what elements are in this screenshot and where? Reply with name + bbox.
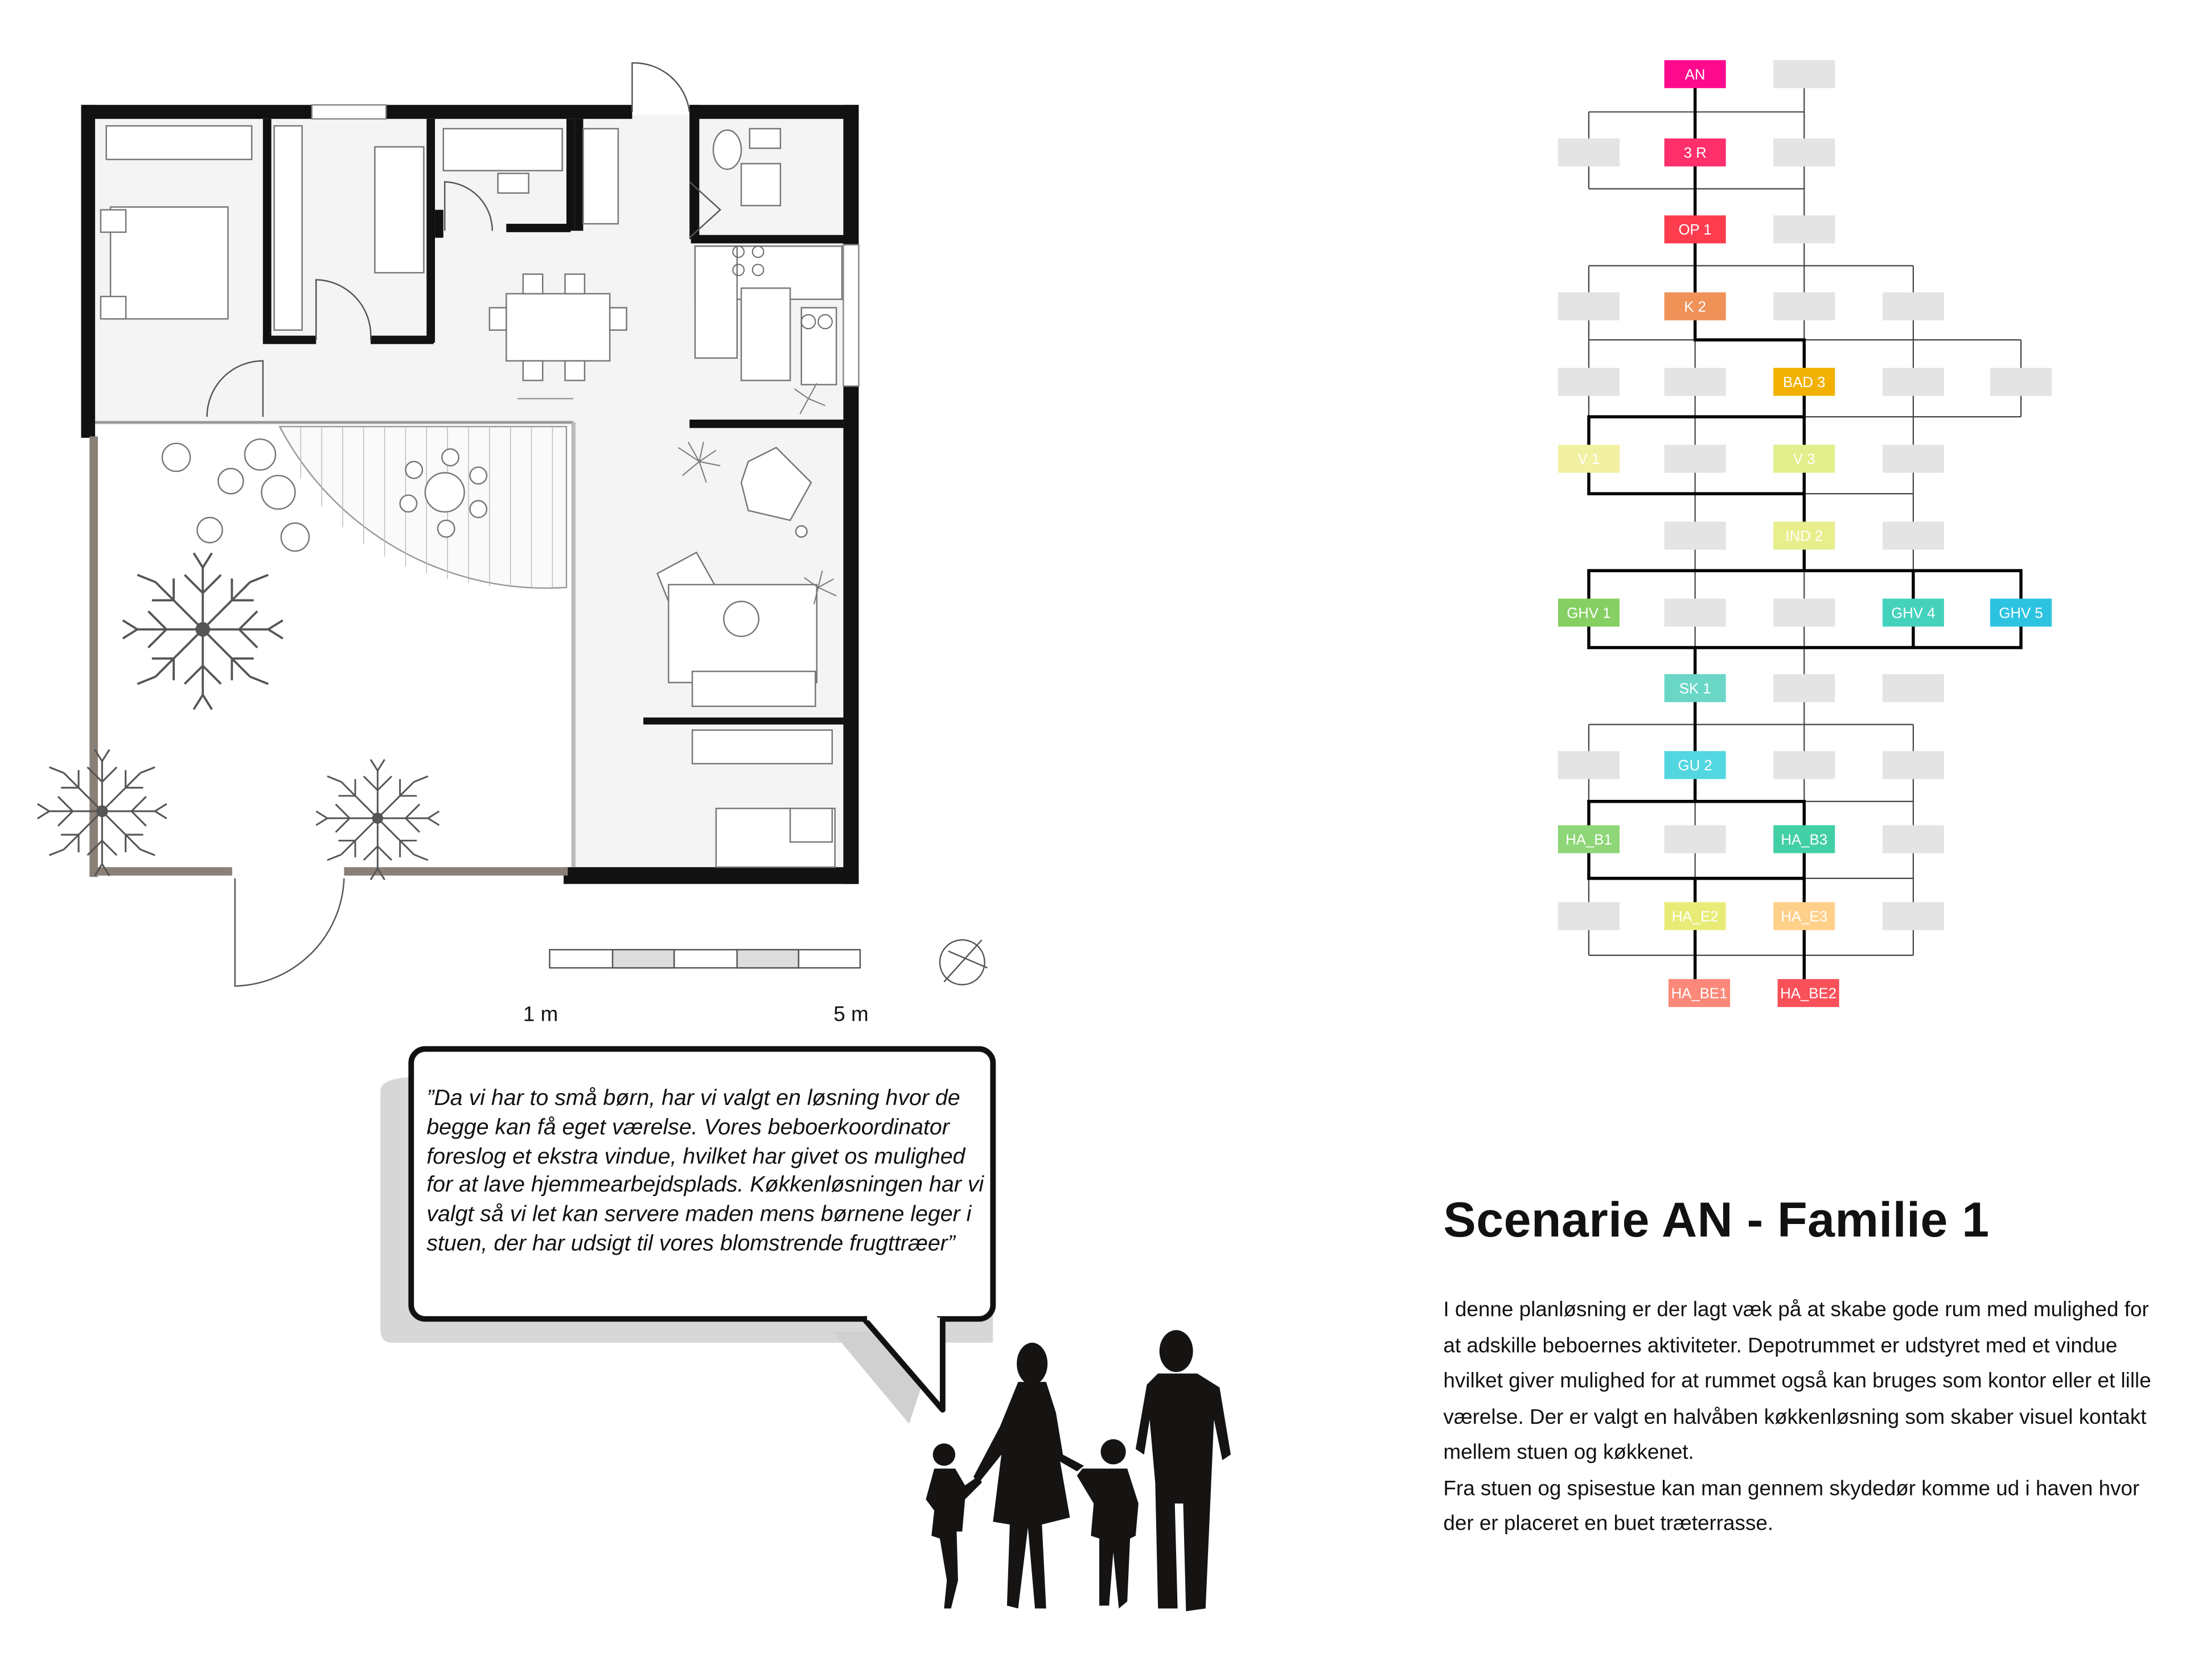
tree-node-v-3	[1773, 445, 1835, 473]
tree-node-label: GU 2	[1678, 758, 1712, 774]
tree-node-bad-3	[1773, 368, 1835, 396]
tree-node-inactive	[1665, 599, 1726, 627]
scale-label-1m: 1 m	[523, 1003, 558, 1027]
tree-node-label: HA_E2	[1671, 909, 1719, 925]
description-paragraph-1: I denne planløsning er der lagt væk på at skabe gode rum med mulighed for at adskille beboernes aktiviteter. Depotrummet er udstyret med et vindue hvilket giver mulighed for at rummet også kan bruges som kontor eller et lille værelse. Der er valgt en halvåben køkkenløsning som skaber visuel kontakt mellem stuen og køkkenet.	[1443, 1297, 2151, 1465]
tree-node-inactive	[1773, 751, 1835, 779]
tree-node-label: OP 1	[1678, 222, 1712, 239]
tree-node-label: AN	[1684, 67, 1706, 83]
tree-node-ha-b3	[1773, 825, 1835, 853]
tree-node-label: HA_B3	[1781, 832, 1828, 848]
tree-node-label: V 3	[1793, 451, 1815, 468]
tree-node-inactive	[1558, 292, 1620, 320]
scale-label-5m: 5 m	[833, 1003, 869, 1027]
tree-node-inactive	[1773, 215, 1835, 243]
tree-node-inactive	[1883, 825, 1944, 853]
tree-node-label: GHV 5	[1999, 605, 2043, 622]
tree-node-sk-1	[1665, 674, 1726, 702]
tree-node-label: GHV 1	[1567, 605, 1611, 622]
tree-node-inactive	[1773, 60, 1835, 88]
north-arrow-icon	[940, 940, 988, 985]
tree-node-ha-b1	[1558, 825, 1620, 853]
floor-plan	[38, 63, 859, 987]
tree-node-3-r	[1665, 138, 1726, 166]
tree-node-inactive	[1883, 521, 1944, 549]
tree-node-ha-e2	[1665, 902, 1726, 930]
tree-node-inactive	[1990, 368, 2052, 396]
quote-text: ”Da vi har to små børn, har vi valgt en løsning hvor de begge kan få eget værelse. Vores beboerkoordinator foreslog et ekstra vindue, hvilket har givet os mulighed for at lave hjemmearbejdsplads. Køkkenløsningen har vi valgt så vi let kan servere maden mens børnene leger i stuen, der har udsigt til vores blomstrende frugttræer”	[426, 1086, 984, 1256]
tree-node-inactive	[1883, 902, 1944, 930]
tree-node-an	[1665, 60, 1726, 88]
tree-node-inactive	[1883, 751, 1944, 779]
tree-node-inactive	[1558, 751, 1620, 779]
page-title: Scenarie AN - Familie 1	[1443, 1193, 1990, 1248]
tree-node-ha-be2	[1778, 979, 1839, 1007]
tree-node-op-1	[1665, 215, 1726, 243]
tree-node-label: IND 2	[1785, 528, 1823, 545]
tree-node-label: HA_BE1	[1671, 985, 1728, 1002]
description-paragraph-2: Fra stuen og spisestue kan man gennem skydedør komme ud i haven hvor der er placeret en buet træterrasse.	[1443, 1476, 2140, 1536]
tree-node-label: HA_B1	[1565, 832, 1612, 848]
tree-node-inactive	[1773, 138, 1835, 166]
tree-node-k-2	[1665, 292, 1726, 320]
tree-node-ghv-4	[1883, 599, 1944, 627]
tree-node-inactive	[1665, 368, 1726, 396]
tree-node-label: V 1	[1577, 451, 1600, 468]
description	[1443, 1292, 2171, 1542]
tree-node-inactive	[1665, 521, 1726, 549]
tree-node-gu-2	[1665, 751, 1726, 779]
tree-node-inactive	[1883, 445, 1944, 473]
tree-node-label: GHV 4	[1891, 605, 1936, 622]
tree-node-label: K 2	[1684, 299, 1706, 315]
tree-node-label: SK 1	[1679, 680, 1711, 697]
tree-node-inactive	[1665, 825, 1726, 853]
tree-node-label: 3 R	[1683, 145, 1707, 162]
tree-node-inactive	[1558, 368, 1620, 396]
tree-node-inactive	[1665, 445, 1726, 473]
tree-node-inactive	[1773, 599, 1835, 627]
tree-node-inactive	[1558, 902, 1620, 930]
tree-node-ghv-5	[1990, 599, 2052, 627]
wood-terrace	[280, 426, 566, 588]
tree-node-ha-e3	[1773, 902, 1835, 930]
tree-node-label: HA_E3	[1781, 909, 1828, 925]
tree-node-inactive	[1773, 674, 1835, 702]
tree-node-inactive	[1883, 368, 1944, 396]
tree-node-ghv-1	[1558, 599, 1620, 627]
scale-bar	[550, 950, 860, 968]
stepping-stones	[162, 439, 309, 551]
tree-node-inactive	[1883, 674, 1944, 702]
tree-node-inactive	[1558, 138, 1620, 166]
tree-node-inactive	[1773, 292, 1835, 320]
tree-node-ha-be1	[1669, 979, 1730, 1007]
tree-node-v-1	[1558, 445, 1620, 473]
tree-node-label: BAD 3	[1783, 374, 1826, 391]
family-silhouette	[926, 1330, 1231, 1611]
tree-node-ind-2	[1773, 521, 1835, 549]
tree-node-label: HA_BE2	[1780, 985, 1837, 1002]
tree-node-inactive	[1883, 292, 1944, 320]
